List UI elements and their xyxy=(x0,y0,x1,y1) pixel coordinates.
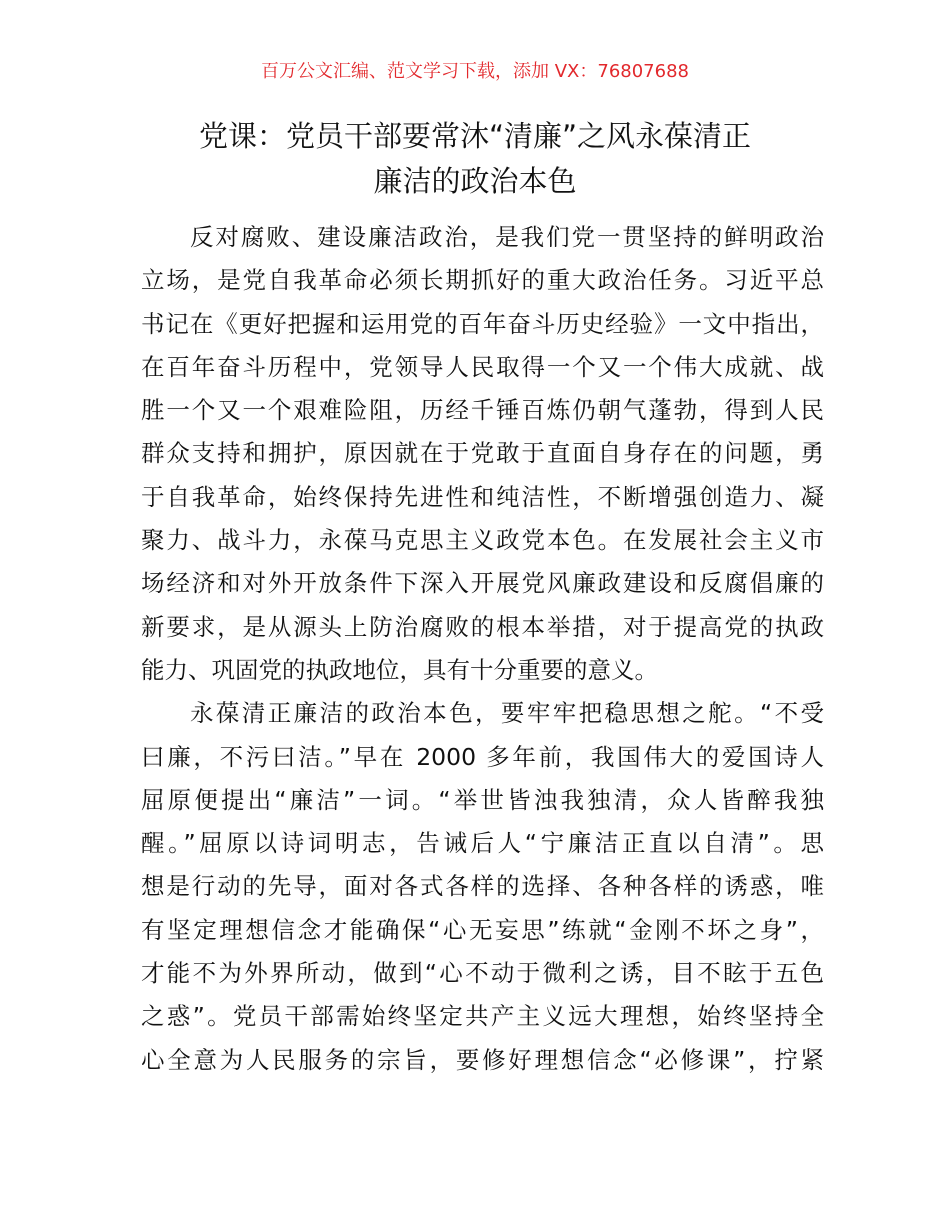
paragraph-line: 聚力、战斗力，永葆马克思主义政党本色。在发展社会主义市 xyxy=(141,526,824,555)
paragraph-line: 书记在《更好把握和运用党的百年奋斗历史经验》一文中指出， xyxy=(141,309,824,338)
title-line: 党课：党员干部要常沐“清廉”之风永葆清正 xyxy=(198,119,752,153)
paragraph-line: 新要求，是从源头上防治腐败的根本举措，对于提高党的执政 xyxy=(141,612,824,641)
paragraph-line: 有坚定理想信念才能确保“心无妄思”练就“金刚不坏之身”， xyxy=(141,915,824,944)
paragraph-line: 在百年奋斗历程中，党领导人民取得一个又一个伟大成就、战 xyxy=(141,352,824,381)
paragraph-line: 永葆清正廉洁的政治本色，要牢牢把稳思想之舵。“不受 xyxy=(190,699,824,728)
title-line: 廉洁的政治本色 xyxy=(373,164,577,198)
document-body xyxy=(141,216,824,1082)
paragraph-line: 醒。”屈原以诗词明志，告诫后人“宁廉洁正直以自清”。思 xyxy=(141,829,824,858)
paragraph-line: 胜一个又一个艰难险阻，历经千锤百炼仍朝气蓬勃，得到人民 xyxy=(141,396,824,425)
paragraph-line: 立场，是党自我革命必须长期抓好的重大政治任务。习近平总 xyxy=(141,266,824,295)
paragraph-line: 场经济和对外开放条件下深入开展党风廉政建设和反腐倡廉的 xyxy=(141,569,824,598)
paragraph-line: 于自我革命，始终保持先进性和纯洁性，不断增强创造力、凝 xyxy=(141,482,824,511)
paragraph-line: 群众支持和拥护，原因就在于党敢于直面自身存在的问题，勇 xyxy=(141,439,824,468)
paragraph-line: 曰廉，不污曰洁。”早在 2000 多年前，我国伟大的爱国诗人 xyxy=(141,742,824,771)
paragraph xyxy=(141,216,824,692)
paragraph-line: 才能不为外界所动，做到“心不动于微利之诱，目不眩于五色 xyxy=(141,959,824,988)
paragraph-line: 心全意为人民服务的宗旨，要修好理想信念“必修课”，拧紧 xyxy=(141,1045,824,1074)
paragraph-line: 想是行动的先导，面对各式各样的选择、各种各样的诱惑，唯 xyxy=(141,872,824,901)
document-title xyxy=(120,114,830,204)
paragraph xyxy=(141,692,824,1082)
watermark-header: 百万公文汇编、范文学习下载，添加 VX：76807688 xyxy=(261,61,689,82)
paragraph-line: 之惑”。党员干部需始终坚定共产主义远大理想，始终坚持全 xyxy=(141,1002,824,1031)
paragraph-line: 屈原便提出“廉洁”一词。“举世皆浊我独清，众人皆醉我独 xyxy=(141,785,824,814)
paragraph-line: 能力、巩固党的执政地位，具有十分重要的意义。 xyxy=(141,655,658,684)
paragraph-line: 反对腐败、建设廉洁政治，是我们党一贯坚持的鲜明政治 xyxy=(190,223,824,251)
